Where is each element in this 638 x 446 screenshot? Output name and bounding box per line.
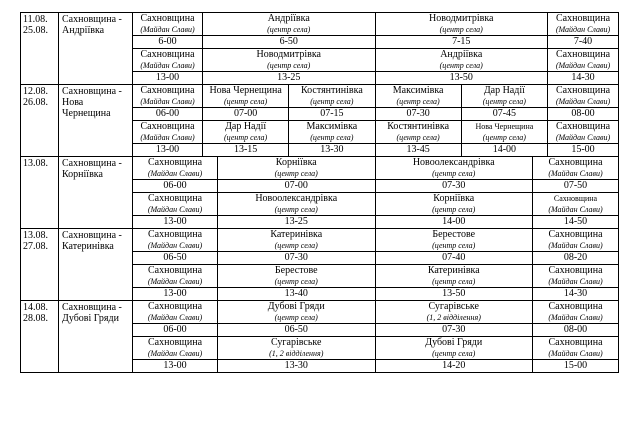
stop-location: (Майдан Слави) bbox=[147, 205, 203, 214]
departure-time: 13-30 bbox=[218, 359, 375, 372]
trip-row bbox=[133, 85, 618, 121]
departure-time: 13-40 bbox=[218, 287, 375, 300]
stop-location: (центр села) bbox=[274, 313, 318, 322]
stop-cell bbox=[218, 157, 376, 193]
stop-name: Сахновщина bbox=[140, 85, 195, 96]
trips-block bbox=[133, 229, 619, 301]
stop-cell bbox=[133, 301, 218, 337]
stop-location: (центр села) bbox=[432, 241, 476, 250]
stop-location: (Майдан Слави) bbox=[147, 313, 203, 322]
stop-cell bbox=[218, 301, 376, 337]
departure-time: 07-30 bbox=[218, 251, 375, 265]
departure-time: 13-25 bbox=[218, 215, 375, 228]
route-dates: 13.08. bbox=[21, 157, 59, 229]
stop-name: Сахновщина bbox=[548, 265, 603, 276]
departure-time: 13-50 bbox=[376, 287, 533, 300]
departure-time: 7-15 bbox=[376, 35, 548, 49]
stop-name: Корніївка bbox=[433, 193, 475, 204]
stop-name: Нова Чернещина bbox=[475, 122, 534, 131]
stop-cell bbox=[548, 121, 618, 156]
stop-location: (центр села) bbox=[439, 25, 483, 34]
stop-cell bbox=[376, 121, 462, 156]
departure-time: 07-00 bbox=[203, 107, 288, 121]
route-name: Сахновщина - Катеринівка bbox=[59, 229, 133, 301]
stop-cell bbox=[462, 121, 548, 156]
trip-row bbox=[133, 13, 618, 49]
stop-location: (Майдан Слави) bbox=[548, 205, 603, 214]
stop-location: (центр села) bbox=[396, 97, 440, 106]
departure-time: 07-45 bbox=[462, 107, 547, 121]
stop-location: (центр села) bbox=[267, 25, 311, 34]
stop-cell bbox=[376, 337, 534, 372]
departure-time: 13-25 bbox=[203, 71, 375, 84]
stop-location: (центр села) bbox=[432, 277, 476, 286]
stop-name: Сахновщина bbox=[147, 265, 203, 276]
stop-location: (центр села) bbox=[432, 205, 476, 214]
stop-name: Сахновщина bbox=[147, 193, 203, 204]
stop-cell bbox=[133, 49, 203, 84]
trip-row bbox=[133, 157, 618, 193]
stop-name: Сахновщина bbox=[555, 13, 611, 24]
stop-name: Дар Надії bbox=[483, 85, 525, 96]
trip-row bbox=[133, 301, 618, 337]
departure-time: 07-00 bbox=[218, 179, 375, 193]
stop-name: Сахновщина bbox=[140, 13, 195, 24]
departure-time: 14-20 bbox=[376, 359, 533, 372]
departure-time: 07-30 bbox=[376, 323, 533, 337]
departure-time: 08-20 bbox=[533, 251, 618, 265]
stop-cell bbox=[218, 337, 376, 372]
stop-name: Новодмитрівка bbox=[256, 49, 321, 60]
stop-cell bbox=[203, 49, 376, 84]
stop-cell bbox=[376, 13, 549, 49]
stop-location: (центр села) bbox=[310, 97, 354, 106]
stop-name: Сахновщина bbox=[147, 337, 203, 348]
stop-cell bbox=[203, 121, 289, 156]
trips-block bbox=[133, 13, 619, 85]
stop-cell bbox=[218, 229, 376, 265]
stop-location: (Майдан Слави) bbox=[140, 97, 195, 106]
stop-name: Катеринівка bbox=[427, 265, 480, 276]
stop-location: (Майдан Слави) bbox=[140, 25, 195, 34]
stop-cell bbox=[376, 265, 534, 300]
departure-time: 14-00 bbox=[376, 215, 533, 228]
route-name: Сахновщина - Корніївка bbox=[59, 157, 133, 229]
stop-cell bbox=[289, 121, 375, 156]
departure-time: 15-00 bbox=[548, 143, 618, 156]
trip-row bbox=[133, 49, 618, 84]
departure-time: 08-00 bbox=[533, 323, 618, 337]
stop-name: Андріївка bbox=[267, 13, 310, 24]
stop-cell bbox=[548, 13, 618, 49]
stop-name: Сахновщина bbox=[147, 229, 203, 240]
departure-time: 07-40 bbox=[376, 251, 533, 265]
stop-cell bbox=[533, 301, 618, 337]
stop-cell bbox=[376, 157, 534, 193]
departure-time: 6-50 bbox=[203, 35, 375, 49]
departure-time: 06-50 bbox=[218, 323, 375, 337]
stop-name: Костянтинівка bbox=[387, 121, 450, 132]
stop-name: Новоолександрівка bbox=[255, 193, 338, 204]
stop-cell bbox=[376, 49, 549, 84]
stop-cell bbox=[133, 157, 218, 193]
stop-cell bbox=[203, 13, 376, 49]
stop-location: (центр села) bbox=[274, 205, 318, 214]
route-dates: 13.08. 27.08. bbox=[21, 229, 59, 301]
stop-name: Новоолександрівка bbox=[412, 157, 495, 168]
stop-location: (Майдан Слави) bbox=[555, 25, 611, 34]
stop-cell bbox=[533, 337, 618, 372]
stop-location: (центр села) bbox=[310, 133, 354, 142]
trips-block bbox=[133, 301, 619, 373]
departure-time: 06-00 bbox=[133, 179, 217, 193]
stop-name: Берестове bbox=[432, 229, 476, 240]
stop-name: Андріївка bbox=[440, 49, 483, 60]
stop-location: (Майдан Слави) bbox=[140, 133, 195, 142]
stop-location: (центр села) bbox=[432, 169, 476, 178]
stop-location: (1, 2 відділення) bbox=[426, 313, 481, 322]
stop-location: (Майдан Слави) bbox=[548, 241, 603, 250]
stop-cell bbox=[376, 85, 462, 121]
departure-time: 08-00 bbox=[548, 107, 618, 121]
stop-cell bbox=[133, 85, 203, 121]
departure-time: 06-50 bbox=[133, 251, 217, 265]
departure-time: 13-00 bbox=[133, 143, 202, 156]
departure-time: 13-00 bbox=[133, 215, 217, 228]
stop-name: Дар Надії bbox=[225, 121, 267, 132]
stop-name: Сахновщина bbox=[147, 157, 203, 168]
stop-cell bbox=[133, 229, 218, 265]
departure-time: 6-00 bbox=[133, 35, 202, 49]
schedule-table bbox=[20, 12, 619, 373]
stop-name: Сахновщина bbox=[548, 301, 603, 312]
departure-time: 14-30 bbox=[533, 287, 618, 300]
stop-location: (центр села) bbox=[482, 133, 526, 142]
stop-location: (центр села) bbox=[432, 349, 476, 358]
departure-time: 7-40 bbox=[548, 35, 618, 49]
departure-time: 13-00 bbox=[133, 71, 202, 84]
departure-time: 07-30 bbox=[376, 107, 461, 121]
departure-time: 07-50 bbox=[533, 179, 618, 193]
stop-cell bbox=[218, 193, 376, 228]
departure-time: 14-50 bbox=[533, 215, 618, 228]
stop-cell bbox=[133, 337, 218, 372]
stop-cell bbox=[533, 193, 618, 228]
stop-name: Сахновщина bbox=[140, 121, 195, 132]
stop-cell bbox=[533, 265, 618, 300]
stop-name: Сахновщина bbox=[548, 157, 603, 168]
stop-location: (Майдан Слави) bbox=[555, 133, 611, 142]
route-dates: 14.08. 28.08. bbox=[21, 301, 59, 373]
stop-cell bbox=[376, 301, 534, 337]
departure-time: 13-15 bbox=[203, 143, 288, 156]
stop-name: Сахновщина bbox=[548, 337, 603, 348]
trip-row bbox=[133, 229, 618, 265]
stop-name: Максимівка bbox=[392, 85, 444, 96]
departure-time: 07-15 bbox=[289, 107, 374, 121]
departure-time: 13-45 bbox=[376, 143, 461, 156]
stop-cell bbox=[133, 265, 218, 300]
trips-block bbox=[133, 85, 619, 157]
stop-location: (центр села) bbox=[396, 133, 440, 142]
stop-name: Максимівка bbox=[306, 121, 358, 132]
stop-name: Нова Чернещина bbox=[209, 85, 282, 96]
stop-location: (центр села) bbox=[439, 61, 483, 70]
departure-time: 06-00 bbox=[133, 323, 217, 337]
stop-name: Сахновщина bbox=[553, 194, 598, 203]
stop-cell bbox=[133, 121, 203, 156]
stop-cell bbox=[533, 157, 618, 193]
stop-name: Сугарівське bbox=[428, 301, 479, 312]
stop-name: Дубові Гряди bbox=[267, 301, 325, 312]
stop-cell bbox=[133, 13, 203, 49]
stop-location: (центр села) bbox=[274, 277, 318, 286]
stop-location: (1, 2 відділення) bbox=[269, 349, 324, 358]
stop-cell bbox=[462, 85, 548, 121]
departure-time: 06-00 bbox=[133, 107, 202, 121]
stop-name: Берестове bbox=[274, 265, 318, 276]
departure-time: 07-30 bbox=[376, 179, 533, 193]
stop-name: Сахновщина bbox=[548, 229, 603, 240]
stop-location: (Майдан Слави) bbox=[548, 169, 603, 178]
stop-location: (центр села) bbox=[224, 97, 268, 106]
departure-time: 13-30 bbox=[289, 143, 374, 156]
stop-location: (Майдан Слави) bbox=[548, 313, 603, 322]
stop-name: Корніївка bbox=[275, 157, 317, 168]
stop-cell bbox=[548, 85, 618, 121]
stop-location: (центр села) bbox=[267, 61, 311, 70]
stop-location: (Майдан Слави) bbox=[147, 169, 203, 178]
trip-row bbox=[133, 193, 618, 228]
departure-time: 14-00 bbox=[462, 143, 547, 156]
stop-location: (центр села) bbox=[274, 241, 318, 250]
stop-location: (центр села) bbox=[224, 133, 268, 142]
stop-name: Костянтинівка bbox=[300, 85, 363, 96]
stop-location: (Майдан Слави) bbox=[548, 277, 603, 286]
stop-location: (Майдан Слави) bbox=[548, 349, 603, 358]
stop-location: (Майдан Слави) bbox=[555, 61, 611, 70]
stop-location: (Майдан Слави) bbox=[147, 241, 203, 250]
trip-row bbox=[133, 265, 618, 300]
departure-time: 13-00 bbox=[133, 287, 217, 300]
departure-time: 14-30 bbox=[548, 71, 618, 84]
route-name: Сахновщина - Нова Чернещина bbox=[59, 85, 133, 157]
stop-location: (Майдан Слави) bbox=[147, 349, 203, 358]
departure-time: 13-50 bbox=[376, 71, 548, 84]
stop-name: Сугарівське bbox=[271, 337, 322, 348]
departure-time: 13-00 bbox=[133, 359, 217, 372]
stop-name: Сахновщина bbox=[555, 85, 611, 96]
stop-cell bbox=[533, 229, 618, 265]
stop-name: Сахновщина bbox=[555, 121, 611, 132]
route-dates: 12.08. 26.08. bbox=[21, 85, 59, 157]
stop-location: (Майдан Слави) bbox=[555, 97, 611, 106]
stop-cell bbox=[376, 193, 534, 228]
stop-location: (Майдан Слави) bbox=[140, 61, 195, 70]
stop-location: (Майдан Слави) bbox=[147, 277, 203, 286]
stop-name: Сахновщина bbox=[140, 49, 195, 60]
departure-time: 15-00 bbox=[533, 359, 618, 372]
stop-name: Дубові Гряди bbox=[425, 337, 483, 348]
route-name: Сахновщина - Дубові Гряди bbox=[59, 301, 133, 373]
trip-row bbox=[133, 121, 618, 156]
trip-row bbox=[133, 337, 618, 372]
trips-block bbox=[133, 157, 619, 229]
stop-name: Новодмитрівка bbox=[429, 13, 494, 24]
stop-cell bbox=[218, 265, 376, 300]
route-name: Сахновщина - Андріївка bbox=[59, 13, 133, 85]
stop-name: Катеринівка bbox=[270, 229, 323, 240]
stop-location: (центр села) bbox=[482, 97, 526, 106]
stop-cell bbox=[376, 229, 534, 265]
stop-cell bbox=[548, 49, 618, 84]
stop-location: (центр села) bbox=[274, 169, 318, 178]
stop-cell bbox=[289, 85, 375, 121]
stop-cell bbox=[203, 85, 289, 121]
stop-cell bbox=[133, 193, 218, 228]
stop-name: Сахновщина bbox=[147, 301, 203, 312]
route-dates: 11.08. 25.08. bbox=[21, 13, 59, 85]
stop-name: Сахновщина bbox=[555, 49, 611, 60]
